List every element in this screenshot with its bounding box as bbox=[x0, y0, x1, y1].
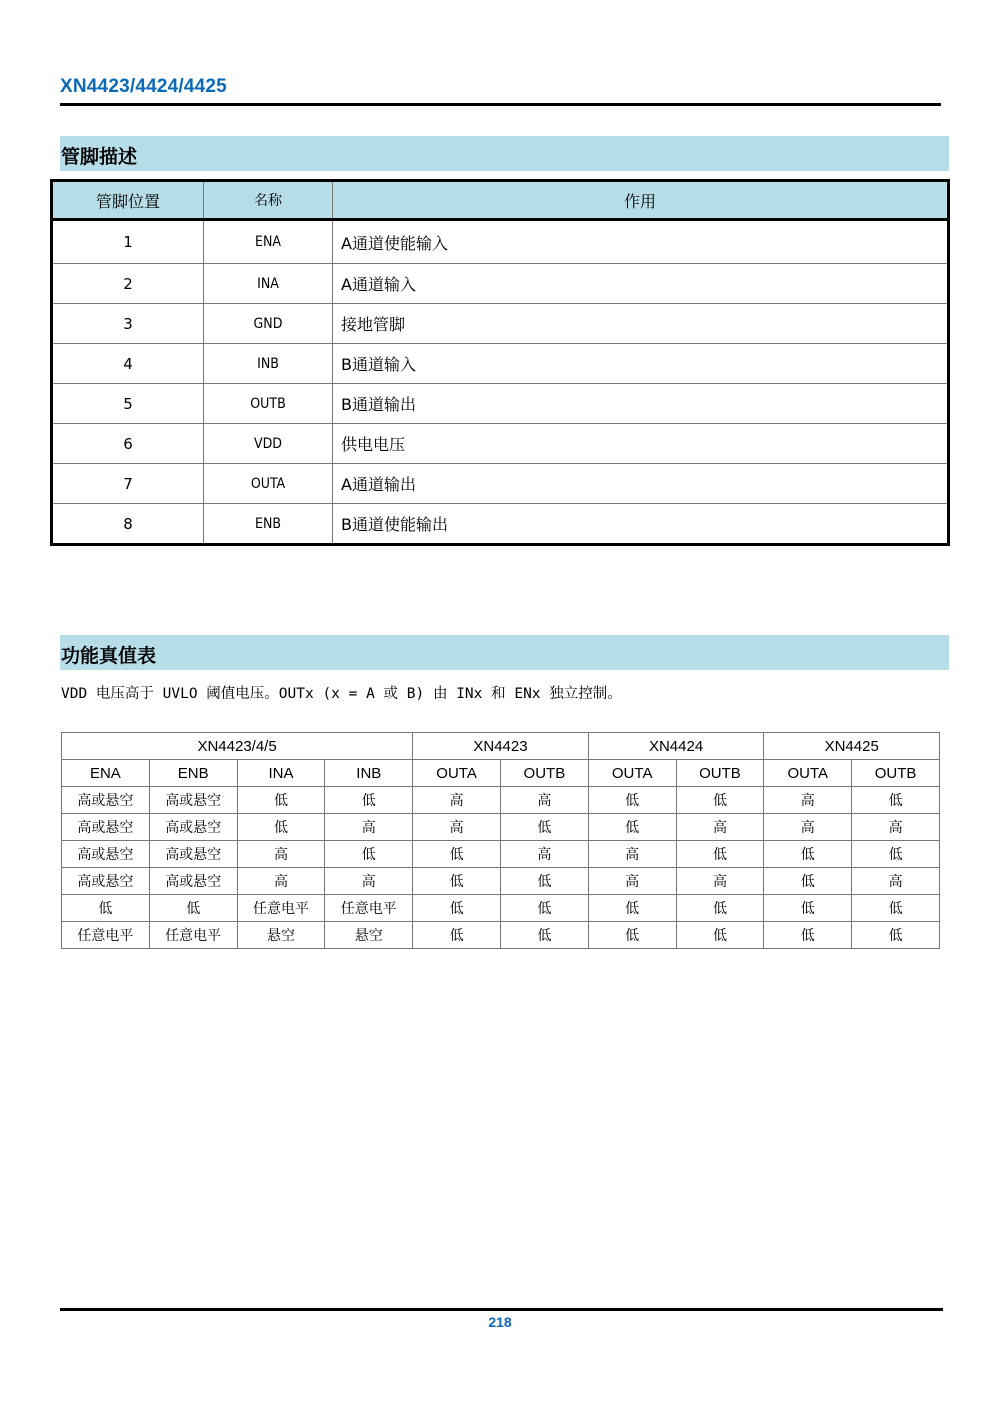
cell-xn4425-outb: 高 bbox=[852, 814, 940, 841]
pin-function: 接地管脚 bbox=[333, 304, 949, 344]
column-header-inb: INB bbox=[325, 760, 413, 787]
table-row bbox=[52, 384, 949, 424]
cell-xn4424-outa: 高 bbox=[588, 868, 676, 895]
pin-number: 8 bbox=[52, 504, 204, 545]
pin-function: B通道输出 bbox=[333, 384, 949, 424]
column-header-xn4425-outa: OUTA bbox=[764, 760, 852, 787]
column-header-pin-position: 管脚位置 bbox=[52, 181, 204, 220]
pin-name: ENB bbox=[204, 504, 333, 545]
cell-xn4425-outb: 低 bbox=[852, 841, 940, 868]
cell-xn4425-outa: 低 bbox=[764, 895, 852, 922]
cell-xn4424-outa: 低 bbox=[588, 787, 676, 814]
group-header-row bbox=[62, 733, 940, 760]
function-truth-table bbox=[61, 732, 940, 949]
cell-xn4423-outb: 低 bbox=[500, 814, 588, 841]
pin-number: 2 bbox=[52, 264, 204, 304]
cell-xn4425-outa: 低 bbox=[764, 868, 852, 895]
cell-xn4423-outb: 低 bbox=[500, 895, 588, 922]
pin-number: 4 bbox=[52, 344, 204, 384]
table-header-row bbox=[52, 181, 949, 220]
section-header-pin-description bbox=[60, 136, 949, 171]
header-divider bbox=[60, 103, 941, 106]
table-row bbox=[62, 841, 940, 868]
cell-xn4424-outb: 低 bbox=[676, 922, 764, 949]
pin-name: VDD bbox=[204, 424, 333, 464]
cell-inb: 任意电平 bbox=[325, 895, 413, 922]
cell-ena: 低 bbox=[62, 895, 150, 922]
table-row bbox=[52, 344, 949, 384]
cell-xn4425-outa: 高 bbox=[764, 814, 852, 841]
cell-xn4424-outa: 高 bbox=[588, 841, 676, 868]
cell-xn4423-outa: 高 bbox=[413, 787, 501, 814]
column-header-xn4423-outa: OUTA bbox=[413, 760, 501, 787]
cell-xn4425-outb: 低 bbox=[852, 895, 940, 922]
table-row bbox=[62, 895, 940, 922]
pin-name: ENA bbox=[204, 220, 333, 264]
cell-xn4423-outa: 低 bbox=[413, 922, 501, 949]
pin-name: GND bbox=[204, 304, 333, 344]
cell-ina: 高 bbox=[237, 868, 325, 895]
group-header-inputs: XN4423/4/5 bbox=[62, 733, 413, 760]
cell-ena: 高或悬空 bbox=[62, 814, 150, 841]
table-row bbox=[52, 464, 949, 504]
pin-number: 6 bbox=[52, 424, 204, 464]
table-row bbox=[62, 922, 940, 949]
cell-xn4425-outb: 低 bbox=[852, 922, 940, 949]
cell-ena: 任意电平 bbox=[62, 922, 150, 949]
cell-xn4423-outb: 高 bbox=[500, 841, 588, 868]
cell-xn4425-outb: 低 bbox=[852, 787, 940, 814]
pin-number: 7 bbox=[52, 464, 204, 504]
cell-xn4425-outa: 高 bbox=[764, 787, 852, 814]
truth-table-description: VDD 电压高于 UVLO 阈值电压。OUTx (x = A 或 B) 由 INx 和 ENx 独立控制。 bbox=[61, 686, 622, 702]
cell-inb: 低 bbox=[325, 787, 413, 814]
group-header-xn4425: XN4425 bbox=[764, 733, 940, 760]
cell-ina: 低 bbox=[237, 787, 325, 814]
cell-inb: 悬空 bbox=[325, 922, 413, 949]
pin-name: OUTB bbox=[204, 384, 333, 424]
cell-enb: 高或悬空 bbox=[149, 868, 237, 895]
section-title: 管脚描述 bbox=[61, 146, 138, 168]
pin-name: INA bbox=[204, 264, 333, 304]
pin-function: A通道输出 bbox=[333, 464, 949, 504]
column-header-xn4425-outb: OUTB bbox=[852, 760, 940, 787]
cell-xn4425-outa: 低 bbox=[764, 841, 852, 868]
cell-enb: 低 bbox=[149, 895, 237, 922]
cell-enb: 任意电平 bbox=[149, 922, 237, 949]
cell-enb: 高或悬空 bbox=[149, 814, 237, 841]
cell-inb: 高 bbox=[325, 868, 413, 895]
cell-enb: 高或悬空 bbox=[149, 841, 237, 868]
table-row bbox=[52, 220, 949, 264]
cell-ina: 低 bbox=[237, 814, 325, 841]
cell-xn4424-outb: 低 bbox=[676, 895, 764, 922]
column-header-ena: ENA bbox=[62, 760, 150, 787]
column-header-xn4423-outb: OUTB bbox=[500, 760, 588, 787]
cell-inb: 高 bbox=[325, 814, 413, 841]
column-header-enb: ENB bbox=[149, 760, 237, 787]
cell-xn4423-outa: 低 bbox=[413, 868, 501, 895]
cell-xn4424-outa: 低 bbox=[588, 814, 676, 841]
table-row bbox=[52, 504, 949, 545]
column-header-ina: INA bbox=[237, 760, 325, 787]
footer-divider bbox=[60, 1308, 943, 1311]
group-header-xn4423: XN4423 bbox=[413, 733, 589, 760]
table-row bbox=[62, 868, 940, 895]
cell-ena: 高或悬空 bbox=[62, 841, 150, 868]
table-row bbox=[62, 814, 940, 841]
table-row bbox=[62, 787, 940, 814]
cell-xn4423-outa: 高 bbox=[413, 814, 501, 841]
group-header-xn4424: XN4424 bbox=[588, 733, 764, 760]
cell-xn4424-outa: 低 bbox=[588, 922, 676, 949]
cell-xn4425-outa: 低 bbox=[764, 922, 852, 949]
cell-xn4423-outb: 高 bbox=[500, 787, 588, 814]
table-row bbox=[52, 304, 949, 344]
pin-number: 1 bbox=[52, 220, 204, 264]
pin-function: A通道输入 bbox=[333, 264, 949, 304]
cell-xn4424-outb: 高 bbox=[676, 868, 764, 895]
column-header-name: 名称 bbox=[204, 181, 333, 220]
column-header-xn4424-outa: OUTA bbox=[588, 760, 676, 787]
cell-ina: 任意电平 bbox=[237, 895, 325, 922]
cell-xn4424-outb: 低 bbox=[676, 787, 764, 814]
cell-ena: 高或悬空 bbox=[62, 787, 150, 814]
pin-function: B通道输入 bbox=[333, 344, 949, 384]
page-number: 218 bbox=[488, 1314, 512, 1330]
pin-name: OUTA bbox=[204, 464, 333, 504]
pin-number: 5 bbox=[52, 384, 204, 424]
document-title: XN4423/4424/4425 bbox=[60, 76, 227, 97]
pin-name: INB bbox=[204, 344, 333, 384]
cell-enb: 高或悬空 bbox=[149, 787, 237, 814]
cell-ena: 高或悬空 bbox=[62, 868, 150, 895]
section-title: 功能真值表 bbox=[61, 645, 157, 667]
cell-xn4424-outb: 低 bbox=[676, 841, 764, 868]
pin-function: B通道使能输出 bbox=[333, 504, 949, 545]
column-header-function: 作用 bbox=[333, 181, 949, 220]
pin-description-table bbox=[50, 179, 950, 546]
cell-xn4424-outb: 高 bbox=[676, 814, 764, 841]
pin-function: A通道使能输入 bbox=[333, 220, 949, 264]
pin-number: 3 bbox=[52, 304, 204, 344]
table-row bbox=[52, 424, 949, 464]
cell-inb: 低 bbox=[325, 841, 413, 868]
cell-xn4423-outb: 低 bbox=[500, 922, 588, 949]
cell-xn4425-outb: 高 bbox=[852, 868, 940, 895]
cell-ina: 悬空 bbox=[237, 922, 325, 949]
cell-xn4423-outa: 低 bbox=[413, 895, 501, 922]
column-header-row bbox=[62, 760, 940, 787]
cell-ina: 高 bbox=[237, 841, 325, 868]
section-header-truth-table bbox=[60, 635, 949, 670]
table-row bbox=[52, 264, 949, 304]
cell-xn4423-outb: 低 bbox=[500, 868, 588, 895]
cell-xn4423-outa: 低 bbox=[413, 841, 501, 868]
pin-function: 供电电压 bbox=[333, 424, 949, 464]
cell-xn4424-outa: 低 bbox=[588, 895, 676, 922]
column-header-xn4424-outb: OUTB bbox=[676, 760, 764, 787]
